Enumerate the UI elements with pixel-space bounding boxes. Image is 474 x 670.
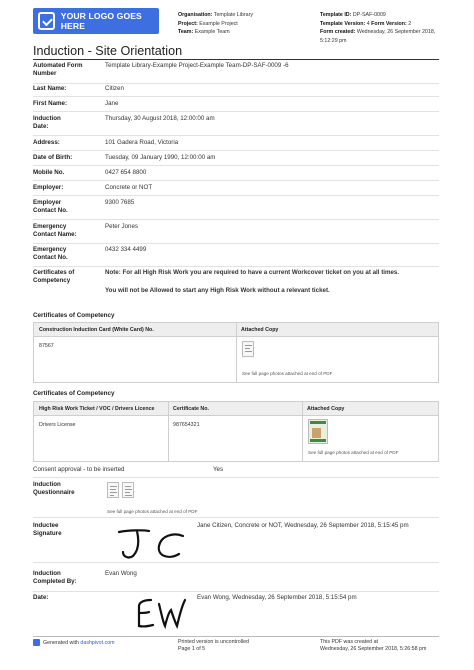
- form-version-value: 2: [408, 20, 412, 27]
- emergency-no-label: Emergency Contact No.: [33, 246, 68, 261]
- printed-notice: Printed version is uncontrolled: [178, 639, 249, 645]
- inductee-signature-image: [115, 526, 205, 562]
- questionnaire-row: [33, 481, 439, 517]
- organisation-value: Template Library: [213, 12, 253, 18]
- row-divider: [33, 96, 439, 97]
- last-name-value: Citizen: [105, 85, 124, 92]
- last-name-label: Last Name:: [33, 85, 67, 92]
- checkmark-logo-icon: [38, 12, 55, 30]
- form-number-row: [33, 62, 439, 82]
- last-name-row: [33, 85, 439, 97]
- first-name-value: Jane: [105, 100, 119, 107]
- row-divider: [33, 266, 439, 267]
- employer-contact-value: 9300 7685: [105, 199, 135, 206]
- date-row: [33, 594, 439, 632]
- emergency-no-row: [33, 246, 439, 266]
- mobile-row: [33, 169, 439, 181]
- certificates-note-row: [33, 269, 439, 305]
- white-card-number: 87567: [39, 343, 54, 349]
- employer-contact-label: Employer Contact No.: [33, 199, 68, 214]
- dob-row: [33, 154, 439, 166]
- template-id-label: Template ID:: [320, 12, 352, 18]
- table1-col-card-no: Construction Induction Card (White Card) No.: [34, 323, 236, 337]
- dob-value: Tuesday, 09 January 1990, 12:00:00 am: [105, 154, 216, 161]
- column-divider: [168, 402, 169, 461]
- questionnaire-thumbnail-2[interactable]: [122, 482, 134, 498]
- induction-date-label: Induction Date:: [33, 115, 61, 130]
- company-logo: [33, 8, 159, 34]
- footer-generated: [33, 639, 115, 647]
- completed-by-signature-image: [133, 596, 193, 630]
- footer-created: [320, 639, 426, 654]
- row-divider: [33, 517, 439, 518]
- mobile-value: 0427 654 8800: [105, 169, 147, 176]
- row-divider: [33, 195, 439, 196]
- questionnaire-thumbnail-1[interactable]: [107, 482, 119, 498]
- table2-col-attached: Attached Copy: [302, 402, 438, 416]
- ticket-number: 987654321: [173, 422, 200, 428]
- address-row: [33, 139, 439, 151]
- completed-by-value: Evan Wong: [105, 570, 137, 577]
- address-value: 101 Gadera Road, Victoria: [105, 139, 179, 146]
- header-template-info: [320, 11, 450, 45]
- row-divider: [33, 243, 439, 244]
- pdf-created-label: This PDF was created at: [320, 639, 378, 645]
- mobile-label: Mobile No.: [33, 169, 65, 176]
- employer-label: Employer:: [33, 184, 64, 191]
- inductee-signature-label: Inductee Signature: [33, 522, 62, 537]
- emergency-no-value: 0432 334 4499: [105, 246, 147, 253]
- project-value: Example Project: [199, 20, 238, 27]
- date-label: Date:: [33, 594, 49, 601]
- row-divider: [33, 135, 439, 136]
- team-label: Team:: [178, 29, 194, 36]
- consent-value: Yes: [213, 466, 224, 473]
- template-version-label: Template Version:: [320, 20, 366, 27]
- page-number: Page 1 of 5: [178, 646, 206, 653]
- inductee-signature-value: Jane Citizen, Concrete or NOT, Wednesday, 26 September 2018, 5:15:45 pm: [197, 522, 409, 529]
- column-divider: [302, 402, 303, 461]
- row-divider: [33, 111, 439, 112]
- completed-by-label: Induction Completed By:: [33, 570, 77, 585]
- attachment-caption: See full page photos attached at end of PDF: [242, 371, 333, 376]
- completed-by-row: [33, 570, 439, 590]
- row-divider: [33, 165, 439, 166]
- table2-col-ticket: High Risk Work Ticket / VOC / Drivers Licence: [34, 402, 168, 416]
- row-divider: [33, 150, 439, 151]
- team-value: Example Team: [194, 29, 230, 36]
- row-divider: [33, 562, 439, 563]
- form-created-time: 5:12:29 pm: [320, 37, 347, 44]
- header-org-info: [178, 11, 253, 37]
- row-divider: [33, 219, 439, 220]
- form-number-label: Automated Form Number: [33, 62, 83, 77]
- questionnaire-caption: See full page photos attached at end of PDF: [107, 509, 198, 514]
- employer-value: Concrete or NOT: [105, 184, 153, 191]
- attachment-thumbnail[interactable]: [242, 341, 254, 357]
- certificates-warning: You will not be Allowed to start any High Risk Work without a relevant ticket.: [105, 287, 330, 294]
- certificates-label: Certificates of Competency: [33, 269, 75, 284]
- certificates-note: Note: For all High Risk Work you are required to have a current Workcover ticket on you at all times.: [105, 269, 400, 276]
- dashpivot-logo-icon: [33, 639, 40, 646]
- project-label: Project:: [178, 20, 198, 27]
- template-version-value: 4: [366, 20, 370, 27]
- footer-printed: [178, 639, 249, 654]
- title-divider: [33, 59, 439, 60]
- emergency-contact-value: Peter Jones: [105, 223, 139, 230]
- dob-label: Date of Birth:: [33, 154, 73, 161]
- first-name-row: [33, 100, 439, 112]
- license-caption: See full page photos attached at end of PDF: [308, 450, 399, 455]
- column-divider: [236, 323, 237, 382]
- template-id-value: DP-SAF-0009: [352, 12, 386, 18]
- first-name-label: First Name:: [33, 100, 68, 107]
- license-thumbnail[interactable]: [308, 419, 328, 444]
- organisation-label: Organisation:: [178, 12, 213, 18]
- pdf-created-value: Wednesday, 26 September 2018, 5:26:58 pm: [320, 646, 427, 653]
- table2-section-title: Certificates of Competency: [33, 390, 115, 397]
- form-number-value: Template Library-Example Project-Example Team-DP-SAF-0009 -6: [105, 62, 289, 69]
- employer-contact-row: [33, 199, 439, 219]
- questionnaire-label: Induction Questionnaire: [33, 481, 75, 496]
- form-created-label: Form created:: [320, 29, 356, 36]
- logo-text: YOUR LOGO GOES HERE: [60, 11, 142, 31]
- consent-label: Consent approval - to be inserted: [33, 466, 125, 473]
- induction-date-value: Thursday, 30 August 2018, 12:00:00 am: [105, 115, 215, 122]
- footer-divider: [33, 636, 439, 637]
- row-divider: [33, 591, 439, 592]
- emergency-contact-row: [33, 223, 439, 243]
- white-card-table: [33, 322, 439, 383]
- row-divider: [33, 180, 439, 181]
- induction-date-row: [33, 115, 439, 135]
- table1-section-title: Certificates of Competency: [33, 312, 115, 319]
- form-created-value: Wednesday, 26 September 2018,: [356, 29, 436, 36]
- page-title: Induction - Site Orientation: [33, 44, 183, 58]
- high-risk-ticket-table: [33, 401, 439, 462]
- inductee-signature-row: [33, 522, 439, 562]
- row-divider: [33, 477, 439, 478]
- generated-prefix: Generated with: [43, 639, 79, 646]
- consent-row: [33, 466, 439, 478]
- table1-col-attached: Attached Copy: [236, 323, 438, 337]
- employer-row: [33, 184, 439, 196]
- emergency-contact-label: Emergency Contact Name:: [33, 223, 77, 238]
- form-version-label: Form Version:: [371, 20, 407, 27]
- date-value: Evan Wong, Wednesday, 26 September 2018, 5:15:54 pm: [197, 594, 357, 601]
- dashpivot-link[interactable]: dashpivot.com: [80, 639, 115, 646]
- table2-col-cert-no: Certificate No.: [168, 402, 302, 416]
- ticket-type: Drivers License: [39, 422, 76, 428]
- address-label: Address:: [33, 139, 60, 146]
- row-divider: [33, 83, 439, 84]
